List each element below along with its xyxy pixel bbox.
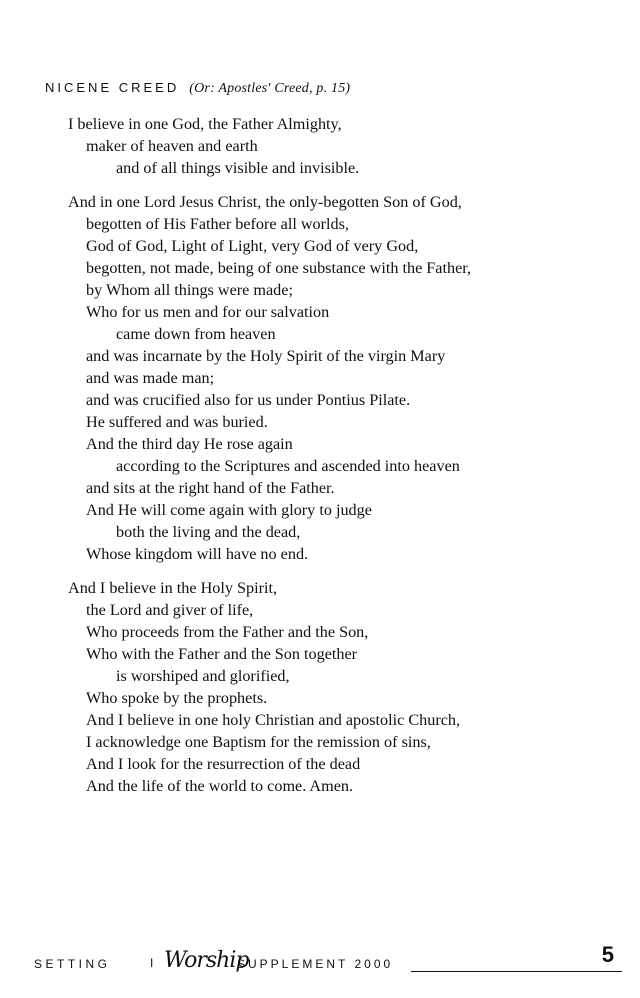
creed-line: both the living and the dead, <box>116 523 301 541</box>
creed-line: I believe in one God, the Father Almighty, <box>68 115 342 133</box>
creed-text <box>68 113 471 809</box>
creed-line: and sits at the right hand of the Father. <box>86 479 335 497</box>
creed-title: NICENE CREED <box>45 80 180 95</box>
stanza-2 <box>68 191 471 565</box>
creed-line: is worshiped and glorified, <box>116 667 290 685</box>
creed-line: And I believe in the Holy Spirit, <box>68 579 278 597</box>
creed-line: begotten, not made, being of one substance with the Father, <box>86 259 472 277</box>
worship-logo: Worship <box>164 948 249 973</box>
creed-line: Who for us men and for our salvation <box>86 303 330 321</box>
creed-line: God of God, Light of Light, very God of very God, <box>86 237 419 255</box>
creed-line: the Lord and giver of life, <box>86 601 254 619</box>
creed-line: and of all things visible and invisible. <box>116 159 360 177</box>
stanza-3 <box>68 577 471 797</box>
creed-line: maker of heaven and earth <box>86 137 258 155</box>
creed-line: And the third day He rose again <box>86 435 293 453</box>
creed-line: by Whom all things were made; <box>86 281 293 299</box>
creed-line: And I believe in one holy Christian and apostolic Church, <box>86 711 461 729</box>
creed-line: came down from heaven <box>116 325 276 343</box>
stanza-1 <box>68 113 471 179</box>
creed-line: Who proceeds from the Father and the Son, <box>86 623 369 641</box>
creed-line: and was crucified also for us under Pontius Pilate. <box>86 391 411 409</box>
page-footer <box>34 942 622 975</box>
creed-line: and was made man; <box>86 369 215 387</box>
section-heading <box>45 80 350 97</box>
creed-line: And He will come again with glory to judge <box>86 501 372 519</box>
creed-line: Whose kingdom will have no end. <box>86 545 309 563</box>
creed-line: And I look for the resurrection of the dead <box>86 755 361 773</box>
creed-line: And the life of the world to come. Amen. <box>86 777 354 795</box>
footer-supplement-label: SUPPLEMENT 2000 <box>237 957 394 971</box>
creed-line: He suffered and was buried. <box>86 413 268 431</box>
creed-line: And in one Lord Jesus Christ, the only-begotten Son of God, <box>68 193 462 211</box>
creed-line: and was incarnate by the Holy Spirit of the virgin Mary <box>86 347 446 365</box>
creed-line: I acknowledge one Baptism for the remission of sins, <box>86 733 431 751</box>
footer-rule <box>411 971 622 972</box>
footer-setting-label: SETTING <box>34 957 111 971</box>
alternate-creed-note: (Or: Apostles' Creed, p. 15) <box>189 81 351 96</box>
page-number: 5 <box>601 942 614 967</box>
creed-line: Who spoke by the prophets. <box>86 689 268 707</box>
footer-separator: I <box>150 956 154 970</box>
creed-line: according to the Scriptures and ascended into heaven <box>116 457 460 475</box>
creed-line: begotten of His Father before all worlds, <box>86 215 349 233</box>
creed-line: Who with the Father and the Son together <box>86 645 358 663</box>
